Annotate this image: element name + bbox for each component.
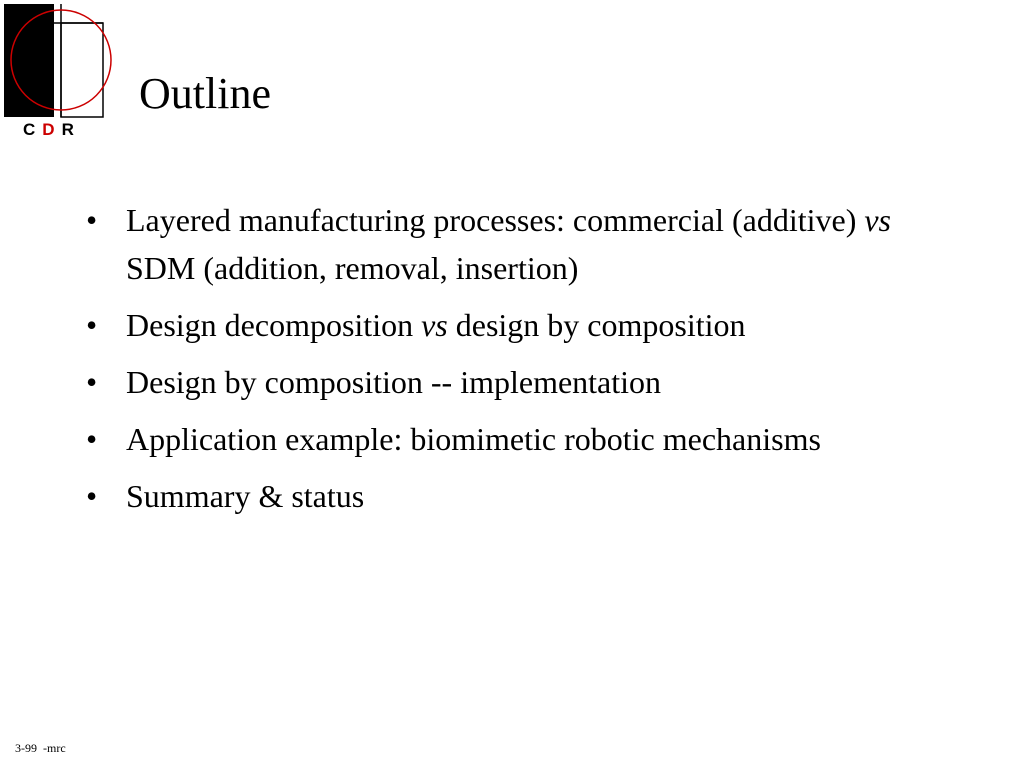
bullet-item: [86, 358, 926, 406]
bullet-item: [86, 301, 926, 349]
bullet-text: Design by composition -- implementation: [126, 364, 662, 400]
bullet-text-italic: vs: [421, 307, 448, 343]
bullet-text: Layered manufacturing processes: commercial (additive): [126, 202, 865, 238]
logo-letter-r: R: [61, 120, 74, 139]
slide-title: Outline: [139, 69, 271, 118]
bullet-dot: •: [86, 478, 98, 514]
bullet-item: [86, 472, 926, 520]
bullet-text: Application example: biomimetic robotic mechanisms: [126, 421, 821, 457]
bullet-text: SDM (addition, removal, insertion): [126, 250, 579, 286]
bullet-item: [86, 196, 926, 292]
bullet-text: design by composition: [447, 307, 746, 343]
logo-right-box: [61, 23, 103, 117]
bullet-item: [86, 415, 926, 463]
bullet-text: Summary & status: [126, 478, 365, 514]
bullet-text-italic: vs: [864, 202, 891, 238]
bullet-list: [86, 196, 926, 529]
bullet-text: Design decomposition: [126, 307, 422, 343]
bullet-dot: •: [86, 307, 98, 343]
bullet-dot: •: [86, 202, 98, 238]
logo-wordmark: [23, 120, 93, 140]
logo-letter-c: C: [23, 120, 36, 139]
logo-letter-d: D: [42, 120, 55, 139]
footer-label: 3-99 -mrc: [15, 741, 66, 755]
bullet-dot: •: [86, 421, 98, 457]
bullet-dot: •: [86, 364, 98, 400]
